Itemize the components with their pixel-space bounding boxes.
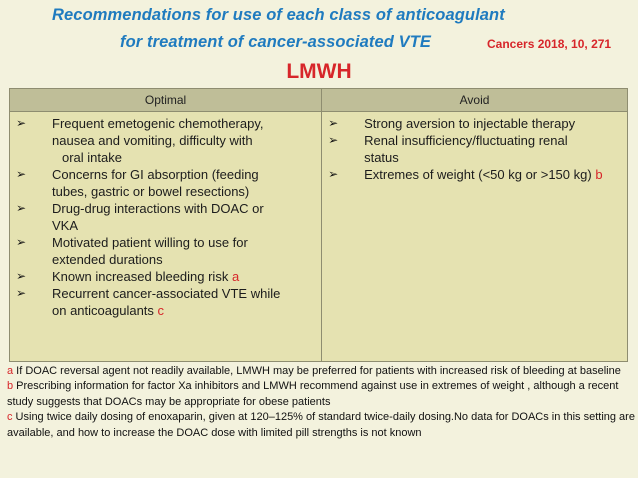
list-item-text: on anticoagulants bbox=[52, 303, 154, 318]
list-item-text: status bbox=[364, 150, 399, 165]
list-item bbox=[328, 132, 623, 166]
recommendation-table bbox=[9, 88, 628, 362]
list-item-text: Drug-drug interactions with DOAC or bbox=[52, 201, 264, 216]
list-item bbox=[16, 285, 317, 319]
arrowhead-bullet-icon: ➢ bbox=[16, 167, 27, 181]
list-item-text: Renal insufficiency/fluctuating renal bbox=[364, 133, 568, 148]
list-item bbox=[16, 234, 317, 268]
footnote-reference: a bbox=[231, 269, 240, 284]
arrowhead-bullet-icon: ➢ bbox=[16, 269, 27, 283]
title-line-2: for treatment of cancer-associated VTE bbox=[120, 33, 431, 51]
list-item-text: tubes, gastric or bowel resections) bbox=[52, 184, 250, 199]
footnote-reference: c bbox=[157, 303, 165, 318]
list-item-text: extended durations bbox=[52, 252, 163, 267]
list-item bbox=[16, 200, 317, 234]
list-item-text: Extremes of weight (<50 kg or >150 kg) bbox=[364, 167, 592, 182]
list-item-text: Concerns for GI absorption (feeding bbox=[52, 167, 259, 182]
avoid-list bbox=[328, 115, 623, 183]
list-item bbox=[16, 166, 317, 200]
list-item bbox=[328, 166, 623, 183]
optimal-cell bbox=[10, 112, 322, 362]
list-item-text: Recurrent cancer-associated VTE while bbox=[52, 286, 281, 301]
footnote bbox=[7, 379, 635, 410]
arrowhead-bullet-icon: ➢ bbox=[16, 201, 27, 215]
footnote-letter: b bbox=[7, 380, 14, 393]
avoid-cell bbox=[322, 112, 628, 362]
list-item-text: Strong aversion to injectable therapy bbox=[364, 116, 576, 131]
column-header-avoid: Avoid bbox=[322, 89, 628, 112]
footnote-letter: c bbox=[7, 411, 13, 424]
list-item-text: Frequent emetogenic chemotherapy, bbox=[52, 116, 264, 131]
arrowhead-bullet-icon: ➢ bbox=[328, 116, 339, 130]
list-item bbox=[16, 268, 317, 285]
footnote bbox=[7, 410, 635, 441]
arrowhead-bullet-icon: ➢ bbox=[16, 235, 27, 249]
table-header-row bbox=[10, 89, 628, 112]
list-item bbox=[328, 115, 623, 132]
column-header-optimal: Optimal bbox=[10, 89, 322, 112]
arrowhead-bullet-icon: ➢ bbox=[16, 116, 27, 130]
list-item-text: VKA bbox=[52, 218, 79, 233]
slide-subtitle: LMWH bbox=[286, 60, 352, 83]
list-item-text: Motivated patient willing to use for bbox=[52, 235, 248, 250]
arrowhead-bullet-icon: ➢ bbox=[328, 133, 339, 147]
list-item bbox=[16, 115, 317, 166]
arrowhead-bullet-icon: ➢ bbox=[328, 167, 339, 181]
list-item-text: nausea and vomiting, difficulty with bbox=[52, 133, 253, 148]
citation: Cancers 2018, 10, 271 bbox=[487, 37, 612, 51]
list-item-text: oral intake bbox=[62, 150, 122, 165]
footnote-text: Prescribing information for factor Xa inhibitors and LMWH recommend against use in extremes of weight , although a recent study suggests that DOACs may be appropriate for obese patients bbox=[7, 380, 619, 408]
footnote-reference: b bbox=[595, 167, 603, 182]
footnote-text: Using twice daily dosing of enoxaparin, given at 120–125% of standard twice-daily dosing.No data for DOACs in this setting are available, and how to increase the DOAC dose with limited pill strengths is not known bbox=[7, 411, 635, 439]
table-row bbox=[10, 112, 628, 362]
title-line-1: Recommendations for use of each class of anticoagulant bbox=[52, 6, 505, 24]
arrowhead-bullet-icon: ➢ bbox=[16, 286, 27, 300]
footnote-text: If DOAC reversal agent not readily available, LMWH may be preferred for patients with increased risk of bleeding at baseline bbox=[13, 365, 621, 377]
footnotes bbox=[7, 364, 635, 441]
list-item-text: Known increased bleeding risk bbox=[52, 269, 229, 284]
footnote-letter: a bbox=[7, 365, 14, 377]
footnote bbox=[7, 364, 635, 379]
optimal-list bbox=[16, 115, 317, 319]
